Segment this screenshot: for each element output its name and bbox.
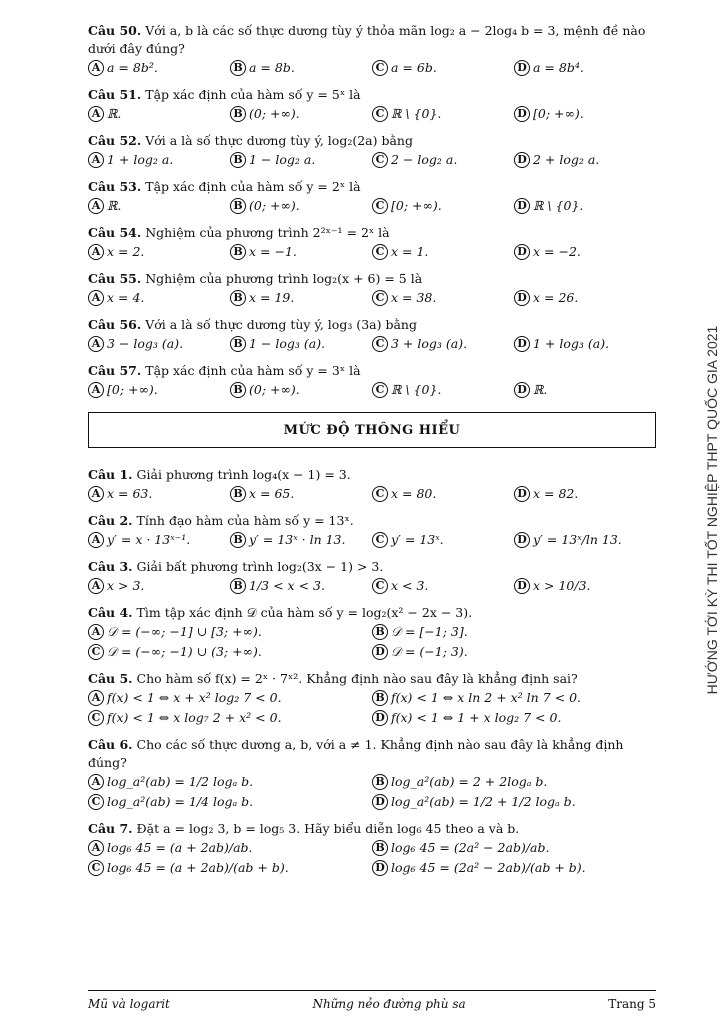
answer-option-d[interactable] xyxy=(514,288,656,308)
question-stem xyxy=(88,512,656,530)
option-letter-bubble: D xyxy=(514,486,530,502)
answer-option-c[interactable] xyxy=(88,708,372,728)
option-letter-bubble: D xyxy=(372,860,388,876)
option-letter-bubble: C xyxy=(372,106,388,122)
question-text: Giải bất phương trình log₂(3x − 1) > 3. xyxy=(136,559,384,574)
question-stem xyxy=(88,178,656,196)
answer-row xyxy=(88,642,656,662)
answer-option-c[interactable] xyxy=(372,288,514,308)
option-text: (0; +∞). xyxy=(249,106,300,121)
option-text: a = 8b⁴. xyxy=(533,60,584,75)
answer-option-d[interactable] xyxy=(514,150,656,170)
answer-option-d[interactable] xyxy=(514,576,656,596)
answer-option-b[interactable] xyxy=(372,838,656,858)
option-letter-bubble: C xyxy=(372,336,388,352)
option-letter-bubble: B xyxy=(230,290,246,306)
answer-option-b[interactable] xyxy=(372,688,656,708)
answer-option-a[interactable] xyxy=(88,242,230,262)
option-text: x = −2. xyxy=(533,244,581,259)
answer-option-b[interactable] xyxy=(230,576,372,596)
question xyxy=(88,512,656,550)
answer-row xyxy=(88,58,656,78)
question-stem xyxy=(88,466,656,484)
footer-left: Mũ và logarit xyxy=(88,997,170,1011)
question xyxy=(88,558,656,596)
question-label: Câu 5. xyxy=(88,671,133,686)
option-letter-bubble: B xyxy=(230,106,246,122)
option-text: [0; +∞). xyxy=(391,198,442,213)
option-letter-bubble: D xyxy=(514,290,530,306)
answer-option-a[interactable] xyxy=(88,576,230,596)
answer-option-d[interactable] xyxy=(514,484,656,504)
option-text: a = 8b. xyxy=(249,60,295,75)
question-stem xyxy=(88,736,656,772)
question-text: Với a là số thực dương tùy ý, log₂(2a) bằng xyxy=(145,133,413,148)
question-text: Nghiệm của phương trình log₂(x + 6) = 5 là xyxy=(145,271,423,286)
question xyxy=(88,736,656,812)
option-letter-bubble: B xyxy=(230,578,246,594)
answer-option-c[interactable] xyxy=(88,642,372,662)
question-stem xyxy=(88,820,656,838)
answer-option-b[interactable] xyxy=(230,242,372,262)
option-letter-bubble: D xyxy=(514,198,530,214)
question-stem xyxy=(88,362,656,380)
answer-row xyxy=(88,484,656,504)
answer-option-d[interactable] xyxy=(514,58,656,78)
option-text: 1 + log₂ a. xyxy=(107,152,174,167)
option-text: f(x) < 1 ⇔ 1 + x log₂ 7 < 0. xyxy=(391,710,562,725)
option-letter-bubble: B xyxy=(230,336,246,352)
option-text: f(x) < 1 ⇔ x log₇ 2 + x² < 0. xyxy=(107,710,282,725)
option-letter-bubble: B xyxy=(230,60,246,76)
question xyxy=(88,270,656,308)
answer-option-a[interactable] xyxy=(88,688,372,708)
answer-row xyxy=(88,242,656,262)
question-label: Câu 54. xyxy=(88,225,142,240)
option-letter-bubble: C xyxy=(372,198,388,214)
option-text: 1 + log₃ (a). xyxy=(533,336,610,351)
page-footer xyxy=(88,990,656,1011)
option-letter-bubble: A xyxy=(88,382,104,398)
option-text: log₆ 45 = (2a² − 2ab)/ab. xyxy=(391,840,550,855)
answer-option-d[interactable] xyxy=(514,334,656,354)
answer-option-a[interactable] xyxy=(88,288,230,308)
answer-row xyxy=(88,858,656,878)
answer-row xyxy=(88,708,656,728)
answer-option-d[interactable] xyxy=(514,196,656,216)
option-letter-bubble: D xyxy=(514,244,530,260)
option-letter-bubble: D xyxy=(514,382,530,398)
answer-option-b[interactable] xyxy=(372,772,656,792)
option-text: 𝒟 = (−1; 3). xyxy=(391,644,468,659)
option-text: 1 − log₃ (a). xyxy=(249,336,326,351)
question-text: Tính đạo hàm của hàm số y = 13ˣ. xyxy=(136,513,354,528)
question-stem xyxy=(88,132,656,150)
option-letter-bubble: B xyxy=(230,486,246,502)
side-banner xyxy=(701,300,723,720)
option-text: x > 10/3. xyxy=(533,578,591,593)
option-text: y′ = x · 13ˣ⁻¹. xyxy=(107,532,191,547)
answer-option-c[interactable] xyxy=(372,530,514,550)
option-text: x = 26. xyxy=(533,290,579,305)
option-text: [0; +∞). xyxy=(533,106,584,121)
answer-option-a[interactable] xyxy=(88,772,372,792)
option-text: x = 1. xyxy=(391,244,429,259)
option-text: log₆ 45 = (2a² − 2ab)/(ab + b). xyxy=(391,860,586,875)
option-text: 𝒟 = [−1; 3]. xyxy=(391,624,468,639)
answer-row xyxy=(88,334,656,354)
option-text: x = 65. xyxy=(249,486,295,501)
answer-row xyxy=(88,150,656,170)
option-text: f(x) < 1 ⇔ x + x² log₂ 7 < 0. xyxy=(107,690,282,705)
question-stem xyxy=(88,670,656,688)
answer-row xyxy=(88,196,656,216)
option-letter-bubble: C xyxy=(372,60,388,76)
option-letter-bubble: A xyxy=(88,198,104,214)
question-stem xyxy=(88,604,656,622)
answer-option-a[interactable] xyxy=(88,104,230,124)
question-stem xyxy=(88,22,656,58)
answer-option-d[interactable] xyxy=(372,708,656,728)
option-text: x = 19. xyxy=(249,290,295,305)
question-text: Với a, b là các số thực dương tùy ý thỏa mãn log₂ a − 2log₄ b = 3, mệnh đề nào dưới đây đúng? xyxy=(88,23,646,56)
option-letter-bubble: B xyxy=(230,244,246,260)
option-letter-bubble: C xyxy=(372,532,388,548)
answer-row xyxy=(88,838,656,858)
option-letter-bubble: C xyxy=(88,710,104,726)
option-text: ℝ \ {0}. xyxy=(391,382,442,397)
answer-option-d[interactable] xyxy=(514,104,656,124)
option-text: x = 4. xyxy=(107,290,145,305)
question-label: Câu 50. xyxy=(88,23,142,38)
option-text: log_a²(ab) = 1/4 logₐ b. xyxy=(107,794,254,809)
option-text: ℝ. xyxy=(107,198,122,213)
option-text: 1/3 < x < 3. xyxy=(249,578,325,593)
question xyxy=(88,820,656,878)
option-letter-bubble: A xyxy=(88,244,104,260)
option-letter-bubble: C xyxy=(372,578,388,594)
option-letter-bubble: B xyxy=(230,382,246,398)
answer-option-c[interactable] xyxy=(372,242,514,262)
answer-option-d[interactable] xyxy=(372,642,656,662)
option-letter-bubble: A xyxy=(88,60,104,76)
question xyxy=(88,670,656,728)
question-label: Câu 56. xyxy=(88,317,142,332)
question-list-b xyxy=(88,466,656,878)
question-stem xyxy=(88,316,656,334)
answer-row xyxy=(88,576,656,596)
question-text: Tập xác định của hàm số y = 3ˣ là xyxy=(145,363,361,378)
answer-option-a[interactable] xyxy=(88,150,230,170)
answer-option-b[interactable] xyxy=(230,288,372,308)
option-letter-bubble: A xyxy=(88,152,104,168)
answer-option-a[interactable] xyxy=(88,530,230,550)
question-text: Tìm tập xác định 𝒟 của hàm số y = log₂(x² − 2x − 3). xyxy=(136,605,473,620)
option-text: log_a²(ab) = 2 + 2logₐ b. xyxy=(391,774,548,789)
question xyxy=(88,224,656,262)
option-letter-bubble: A xyxy=(88,532,104,548)
question xyxy=(88,466,656,504)
question-text: Giải phương trình log₄(x − 1) = 3. xyxy=(136,467,351,482)
option-letter-bubble: A xyxy=(88,774,104,790)
option-text: x = −1. xyxy=(249,244,297,259)
section-title: MỨC ĐỘ THÔNG HIỂU xyxy=(88,412,656,448)
option-text: ℝ. xyxy=(533,382,548,397)
answer-option-c[interactable] xyxy=(372,334,514,354)
page-content xyxy=(88,22,656,886)
option-letter-bubble: B xyxy=(372,624,388,640)
question-text: Cho hàm số f(x) = 2ˣ · 7ˣ². Khẳng định nào sau đây là khẳng định sai? xyxy=(136,671,578,686)
answer-row xyxy=(88,792,656,812)
answer-row xyxy=(88,104,656,124)
option-letter-bubble: D xyxy=(514,532,530,548)
option-text: ℝ. xyxy=(107,106,122,121)
question-label: Câu 1. xyxy=(88,467,133,482)
option-letter-bubble: B xyxy=(372,840,388,856)
answer-row xyxy=(88,772,656,792)
option-text: x = 2. xyxy=(107,244,145,259)
option-text: a = 6b. xyxy=(391,60,437,75)
option-text: ℝ \ {0}. xyxy=(391,106,442,121)
answer-option-a[interactable] xyxy=(88,58,230,78)
answer-option-b[interactable] xyxy=(230,334,372,354)
answer-option-a[interactable] xyxy=(88,380,230,400)
question-text: Đặt a = log₂ 3, b = log₅ 3. Hãy biểu diễn log₆ 45 theo a và b. xyxy=(136,821,520,836)
question xyxy=(88,178,656,216)
answer-option-d[interactable] xyxy=(372,792,656,812)
question-list-a xyxy=(88,22,656,400)
question-stem xyxy=(88,270,656,288)
answer-row xyxy=(88,380,656,400)
option-text: f(x) < 1 ⇔ x ln 2 + x² ln 7 < 0. xyxy=(391,690,581,705)
answer-option-b[interactable] xyxy=(230,196,372,216)
answer-option-c[interactable] xyxy=(372,150,514,170)
question xyxy=(88,132,656,170)
option-letter-bubble: A xyxy=(88,106,104,122)
option-text: log₆ 45 = (a + 2ab)/(ab + b). xyxy=(107,860,289,875)
question xyxy=(88,22,656,78)
answer-option-b[interactable] xyxy=(230,104,372,124)
answer-option-b[interactable] xyxy=(230,150,372,170)
option-text: 3 − log₃ (a). xyxy=(107,336,184,351)
answer-option-c[interactable] xyxy=(372,576,514,596)
question-text: Với a là số thực dương tùy ý, log₃ (3a) bằng xyxy=(145,317,417,332)
option-text: log_a²(ab) = 1/2 + 1/2 logₐ b. xyxy=(391,794,576,809)
option-text: 𝒟 = (−∞; −1) ∪ (3; +∞). xyxy=(107,644,262,659)
question-label: Câu 6. xyxy=(88,737,133,752)
option-letter-bubble: B xyxy=(230,152,246,168)
answer-option-b[interactable] xyxy=(372,622,656,642)
answer-option-c[interactable] xyxy=(88,792,372,812)
question-stem xyxy=(88,224,656,242)
question-text: Tập xác định của hàm số y = 5ˣ là xyxy=(145,87,361,102)
question-text: Tập xác định của hàm số y = 2ˣ là xyxy=(145,179,361,194)
answer-row xyxy=(88,622,656,642)
answer-option-c[interactable] xyxy=(372,196,514,216)
option-letter-bubble: D xyxy=(372,710,388,726)
answer-option-d[interactable] xyxy=(372,858,656,878)
side-banner-text: HƯỚNG TỚI KỲ THI TỐT NGHIỆP THPT QUỐC GIA 2021 xyxy=(704,325,720,695)
option-letter-bubble: D xyxy=(514,60,530,76)
option-letter-bubble: C xyxy=(88,860,104,876)
option-text: x = 80. xyxy=(391,486,437,501)
answer-option-d[interactable] xyxy=(514,242,656,262)
option-text: 3 + log₃ (a). xyxy=(391,336,468,351)
answer-option-a[interactable] xyxy=(88,838,372,858)
option-letter-bubble: A xyxy=(88,578,104,594)
option-text: y′ = 13ˣ. xyxy=(391,532,444,547)
question-text: Cho các số thực dương a, b, với a ≠ 1. Khẳng định nào sau đây là khẳng định đúng? xyxy=(88,737,624,770)
question-label: Câu 4. xyxy=(88,605,133,620)
option-text: (0; +∞). xyxy=(249,382,300,397)
option-text: log_a²(ab) = 1/2 logₐ b. xyxy=(107,774,254,789)
option-letter-bubble: D xyxy=(514,336,530,352)
option-text: [0; +∞). xyxy=(107,382,158,397)
option-text: log₆ 45 = (a + 2ab)/ab. xyxy=(107,840,253,855)
option-letter-bubble: B xyxy=(230,532,246,548)
option-letter-bubble: A xyxy=(88,290,104,306)
option-text: a = 8b². xyxy=(107,60,158,75)
answer-option-b[interactable] xyxy=(230,58,372,78)
answer-option-b[interactable] xyxy=(230,380,372,400)
answer-option-c[interactable] xyxy=(88,858,372,878)
answer-option-b[interactable] xyxy=(230,530,372,550)
option-letter-bubble: D xyxy=(372,644,388,660)
option-letter-bubble: B xyxy=(372,774,388,790)
option-letter-bubble: D xyxy=(514,578,530,594)
question-label: Câu 2. xyxy=(88,513,133,528)
answer-option-d[interactable] xyxy=(514,380,656,400)
option-text: y′ = 13ˣ/ln 13. xyxy=(533,532,622,547)
answer-option-c[interactable] xyxy=(372,380,514,400)
option-text: (0; +∞). xyxy=(249,198,300,213)
question-label: Câu 52. xyxy=(88,133,142,148)
option-letter-bubble: C xyxy=(88,794,104,810)
option-text: x = 82. xyxy=(533,486,579,501)
option-letter-bubble: B xyxy=(372,690,388,706)
option-text: x = 63. xyxy=(107,486,153,501)
question-label: Câu 55. xyxy=(88,271,142,286)
answer-option-b[interactable] xyxy=(230,484,372,504)
answer-option-c[interactable] xyxy=(372,58,514,78)
option-letter-bubble: C xyxy=(372,486,388,502)
question xyxy=(88,316,656,354)
option-text: 2 − log₂ a. xyxy=(391,152,458,167)
option-text: y′ = 13ˣ · ln 13. xyxy=(249,532,346,547)
answer-option-a[interactable] xyxy=(88,196,230,216)
answer-option-a[interactable] xyxy=(88,622,372,642)
answer-option-c[interactable] xyxy=(372,104,514,124)
answer-row xyxy=(88,688,656,708)
question-text: Nghiệm của phương trình 2²ˣ⁻¹ = 2ˣ là xyxy=(145,225,390,240)
answer-option-a[interactable] xyxy=(88,484,230,504)
option-text: x > 3. xyxy=(107,578,145,593)
option-letter-bubble: C xyxy=(372,290,388,306)
option-letter-bubble: C xyxy=(372,152,388,168)
option-letter-bubble: A xyxy=(88,336,104,352)
option-letter-bubble: A xyxy=(88,624,104,640)
option-text: 2 + log₂ a. xyxy=(533,152,600,167)
question-label: Câu 7. xyxy=(88,821,133,836)
option-letter-bubble: D xyxy=(514,152,530,168)
answer-option-c[interactable] xyxy=(372,484,514,504)
question xyxy=(88,362,656,400)
footer-center: Những nẻo đường phù sa xyxy=(312,997,466,1011)
question-label: Câu 57. xyxy=(88,363,142,378)
question xyxy=(88,86,656,124)
option-letter-bubble: B xyxy=(230,198,246,214)
answer-option-a[interactable] xyxy=(88,334,230,354)
option-letter-bubble: D xyxy=(372,794,388,810)
option-letter-bubble: C xyxy=(372,244,388,260)
answer-row xyxy=(88,530,656,550)
option-text: 𝒟 = (−∞; −1] ∪ [3; +∞). xyxy=(107,624,262,639)
option-letter-bubble: A xyxy=(88,840,104,856)
footer-page-number: Trang 5 xyxy=(608,997,656,1011)
question-label: Câu 53. xyxy=(88,179,142,194)
option-text: x < 3. xyxy=(391,578,429,593)
question-label: Câu 51. xyxy=(88,87,142,102)
option-letter-bubble: C xyxy=(88,644,104,660)
option-letter-bubble: A xyxy=(88,690,104,706)
option-text: x = 38. xyxy=(391,290,437,305)
question-stem xyxy=(88,86,656,104)
option-text: ℝ \ {0}. xyxy=(533,198,584,213)
question-label: Câu 3. xyxy=(88,559,133,574)
answer-option-d[interactable] xyxy=(514,530,656,550)
question xyxy=(88,604,656,662)
answer-row xyxy=(88,288,656,308)
option-letter-bubble: D xyxy=(514,106,530,122)
question-stem xyxy=(88,558,656,576)
option-letter-bubble: A xyxy=(88,486,104,502)
option-letter-bubble: C xyxy=(372,382,388,398)
option-text: 1 − log₂ a. xyxy=(249,152,316,167)
